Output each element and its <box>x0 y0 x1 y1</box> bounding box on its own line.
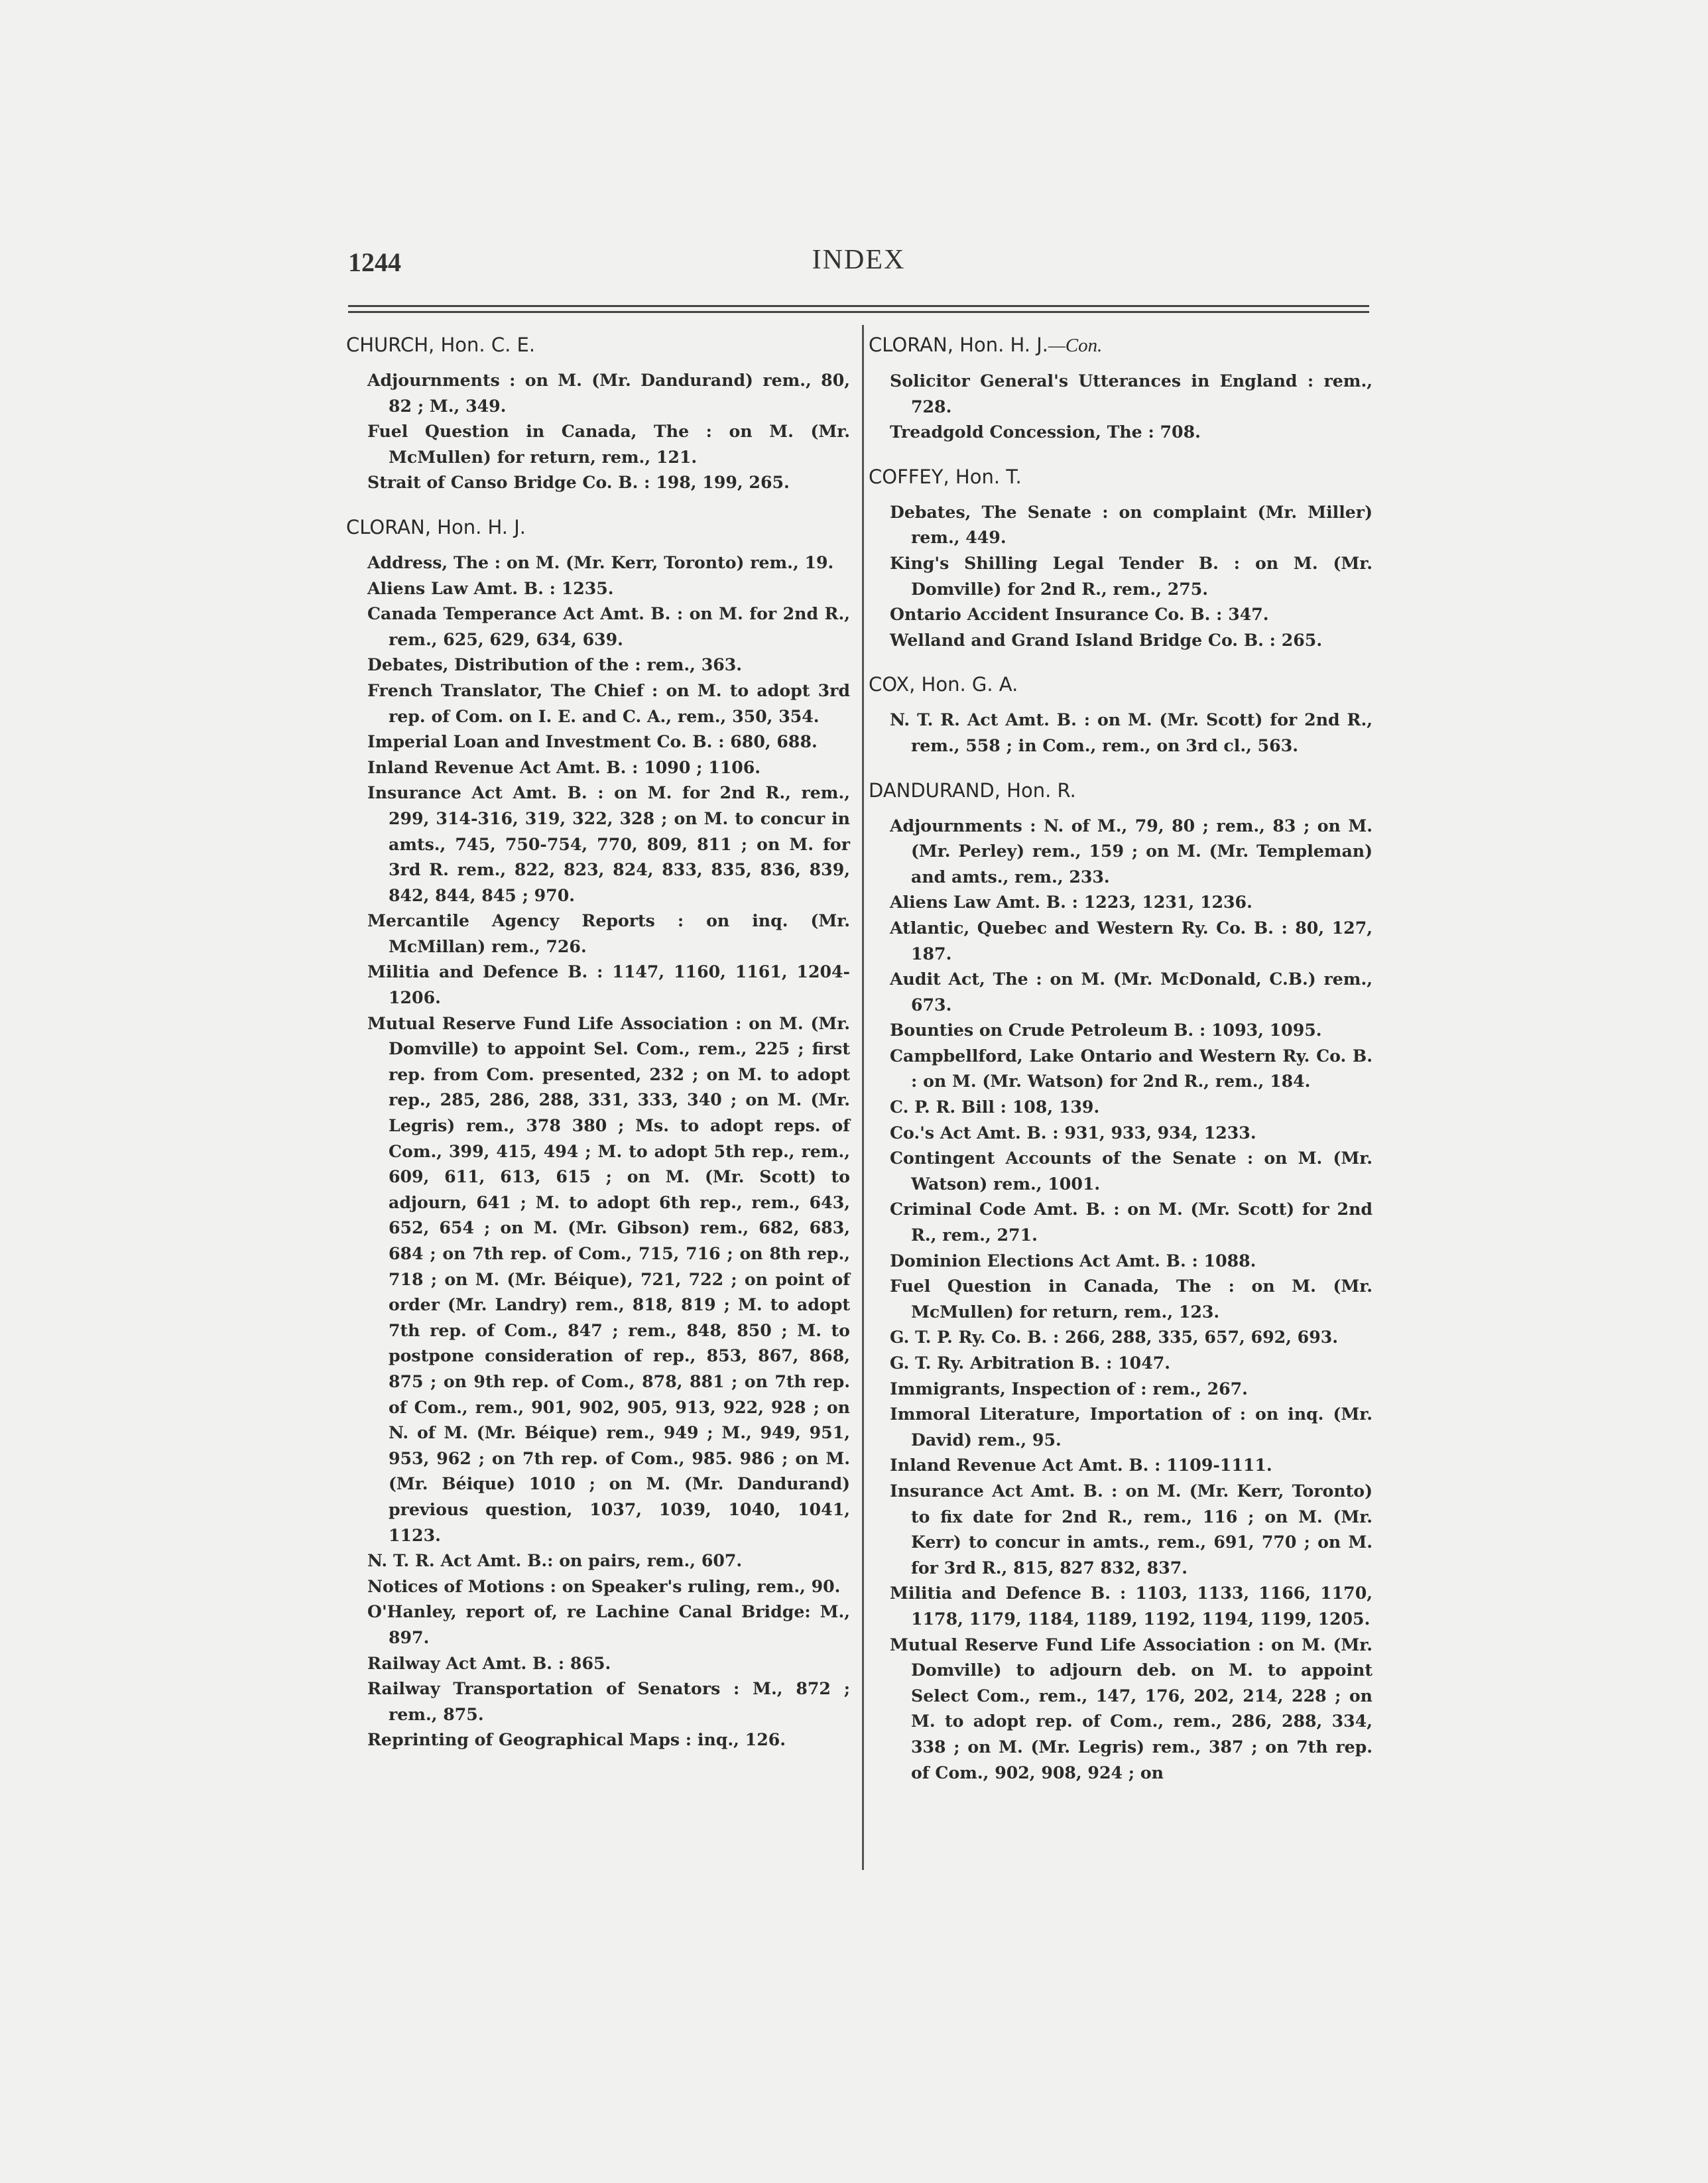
index-entry: Insurance Act Amt. B. : on M. (Mr. Kerr, Toronto) to fix date for 2nd R., rem., 116 ; on M. (Mr. Kerr) to concur in amts., rem., 691, 770 ; on M. for 3rd R., 815, 827 832, 837. <box>890 1480 1372 1578</box>
index-heading <box>869 671 1372 698</box>
left-column <box>346 332 850 1753</box>
index-entry: Co.'s Act Amt. B. : 931, 933, 934, 1233. <box>890 1122 1256 1143</box>
index-entry: Campbellford, Lake Ontario and Western Ry. Co. B. : on M. (Mr. Watson) for 2nd R., rem., 184. <box>890 1045 1372 1092</box>
index-entry: Immoral Literature, Importation of : on inq. (Mr. David) rem., 95. <box>890 1404 1372 1450</box>
index-entry: Insurance Act Amt. B. : on M. for 2nd R., rem., 299, 314-316, 319, 322, 328 ; on M. to concur in amts., 745, 750-754, 770, 809, 811 ; on M. for 3rd R. rem., 822, 823, 824, 833, 835, 836, 839, 842, 844, 845 ; 970. <box>367 782 850 905</box>
index-entry: G. T. P. Ry. Co. B. : 266, 288, 335, 657, 692, 693. <box>890 1327 1339 1347</box>
index-entry: Inland Revenue Act Amt. B. : 1090 ; 1106. <box>367 757 761 777</box>
index-entry: Audit Act, The : on M. (Mr. McDonald, C.B.) rem., 673. <box>890 969 1372 1015</box>
index-heading-name: CLORAN, Hon. H. J. <box>869 334 1049 356</box>
index-entry: Atlantic, Quebec and Western Ry. Co. B. : 80, 127, 187. <box>890 917 1372 964</box>
index-heading <box>869 464 1372 490</box>
index-entry: Aliens Law Amt. B. : 1223, 1231, 1236. <box>890 892 1252 912</box>
index-entry: Militia and Defence B. : 1147, 1160, 1161, 1204-1206. <box>367 962 850 1008</box>
index-heading-continued: —Con. <box>1048 335 1103 356</box>
index-entry: Welland and Grand Island Bridge Co. B. : 265. <box>890 629 1323 650</box>
index-entry: Mutual Reserve Fund Life Association : on M. (Mr. Domville) to adjourn deb. on M. to appoint Select Com., rem., 147, 176, 202, 214, 228 ; on M. to adopt rep. of Com., rem., 286, 288, 334, 338 ; on M. (Mr. Legris) rem., 387 ; on 7th rep. of Com., 902, 908, 924 ; on <box>890 1634 1372 1782</box>
index-heading-name: COFFEY, Hon. T. <box>869 465 1022 488</box>
index-entry: Address, The : on M. (Mr. Kerr, Toronto) rem., 19. <box>367 552 834 572</box>
index-heading <box>869 777 1372 804</box>
index-entry: Railway Act Amt. B. : 865. <box>367 1653 611 1673</box>
index-entry: Mutual Reserve Fund Life Association : on M. (Mr. Domville) to appoint Sel. Com., rem., 225 ; first rep. from Com. presented, 232 ; on M. to adopt rep., 285, 286, 288, 331, 333, 340 ; on M. (Mr. Legris) rem., 378 380 ; Ms. to adopt reps. of Com., 399, 415, 494 ; M. to adopt 5th rep., rem., 609, 611, 613, 615 ; on M. (Mr. Scott) to adjourn, 641 ; M. to adopt 6th rep., rem., 643, 652, 654 ; on M. (Mr. Gibson) rem., 682, 683, 684 ; on 7th rep. of Com., 715, 716 ; on 8th rep., 718 ; on M. (Mr. Béique), 721, 722 ; on point of order (Mr. Landry) rem., 818, 819 ; M. to adopt 7th rep. of Com., 847 ; rem., 848, 850 ; M. to postpone consideration of rep., 853, 867, 868, 875 ; on 9th rep. of Com., 878, 881 ; on 7th rep. of Com., rem., 901, 902, 905, 913, 922, 928 ; on N. of M. (Mr. Béique) rem., 949 ; M., 949, 951, 953, 962 ; on 7th rep. of Com., 985. 986 ; on M. (Mr. Béique) 1010 ; on M. (Mr. Dandurand) previous question, 1037, 1039, 1040, 1041, 1123. <box>367 1013 850 1545</box>
index-entry: Mercantile Agency Reports : on inq. (Mr. McMillan) rem., 726. <box>367 910 850 956</box>
index-heading <box>346 514 850 540</box>
index-entry: Fuel Question in Canada, The : on M. (Mr. McMullen) for return, rem., 123. <box>890 1276 1372 1322</box>
index-heading-name: DANDURAND, Hon. R. <box>869 779 1076 802</box>
page-number: 1244 <box>348 247 401 277</box>
index-entry: Debates, The Senate : on complaint (Mr. Miller) rem., 449. <box>890 501 1372 548</box>
index-heading-name: CHURCH, Hon. C. E. <box>346 334 536 356</box>
header-rule-top <box>348 305 1369 307</box>
index-entry: Inland Revenue Act Amt. B. : 1109-1111. <box>890 1455 1272 1475</box>
index-entry: N. T. R. Act Amt. B. : on M. (Mr. Scott) for 2nd R., rem., 558 ; in Com., rem., on 3rd cl., 563. <box>890 710 1372 755</box>
index-entry: Notices of Motions : on Speaker's ruling, rem., 90. <box>367 1576 841 1596</box>
column-divider <box>862 325 864 1870</box>
index-heading <box>346 332 850 358</box>
header-rule-bottom <box>348 311 1369 313</box>
index-entry: Imperial Loan and Investment Co. B. : 680, 688. <box>367 731 818 752</box>
index-entry: Dominion Elections Act Amt. B. : 1088. <box>890 1250 1256 1271</box>
index-entry: Railway Transportation of Senators : M., 872 ; rem., 875. <box>367 1678 850 1724</box>
index-heading <box>869 332 1372 359</box>
index-heading-name: CLORAN, Hon. H. J. <box>346 515 526 538</box>
index-entry: N. T. R. Act Amt. B.: on pairs, rem., 607. <box>367 1550 743 1571</box>
index-entry: Solicitor General's Utterances in England : rem., 728. <box>890 371 1372 416</box>
index-entry: King's Shilling Legal Tender B. : on M. (Mr. Domville) for 2nd R., rem., 275. <box>890 552 1372 599</box>
index-entry: Immigrants, Inspection of : rem., 267. <box>890 1378 1248 1399</box>
running-title: INDEX <box>812 245 906 275</box>
index-entry: Militia and Defence B. : 1103, 1133, 1166, 1170, 1178, 1179, 1184, 1189, 1192, 1194, 1199, 1205. <box>890 1583 1372 1629</box>
index-entry: O'Hanley, report of, re Lachine Canal Bridge: M., 897. <box>367 1601 850 1647</box>
index-entry: Strait of Canso Bridge Co. B. : 198, 199, 265. <box>367 472 790 493</box>
index-entry: Reprinting of Geographical Maps : inq., 126. <box>367 1729 786 1750</box>
index-entry: Treadgold Concession, The : 708. <box>890 422 1201 442</box>
index-entry: French Translator, The Chief : on M. to adopt 3rd rep. of Com. on I. E. and C. A., rem., 350, 354. <box>367 680 850 726</box>
index-entry: Fuel Question in Canada, The : on M. (Mr. McMullen) for return, rem., 121. <box>367 421 850 467</box>
right-column <box>869 332 1372 1785</box>
index-entry: C. P. R. Bill : 108, 139. <box>890 1097 1100 1117</box>
index-entry: G. T. Ry. Arbitration B. : 1047. <box>890 1353 1171 1373</box>
index-entry: Bounties on Crude Petroleum B. : 1093, 1095. <box>890 1020 1322 1040</box>
index-entry: Adjournments : on M. (Mr. Dandurand) rem., 80, 82 ; M., 349. <box>367 370 850 416</box>
index-entry: Debates, Distribution of the : rem., 363. <box>367 655 743 675</box>
index-entry: Criminal Code Amt. B. : on M. (Mr. Scott) for 2nd R., rem., 271. <box>890 1199 1372 1245</box>
index-entry: Aliens Law Amt. B. : 1235. <box>367 578 614 598</box>
index-entry: Contingent Accounts of the Senate : on M. (Mr. Watson) rem., 1001. <box>890 1148 1372 1194</box>
index-entry: Adjournments : N. of M., 79, 80 ; rem., 83 ; on M. (Mr. Perley) rem., 159 ; on M. (Mr. Templeman) and amts., rem., 233. <box>890 815 1372 887</box>
index-entry: Ontario Accident Insurance Co. B. : 347. <box>890 604 1269 625</box>
page-header <box>348 244 1369 290</box>
index-heading-name: COX, Hon. G. A. <box>869 673 1018 696</box>
index-entry: Canada Temperance Act Amt. B. : on M. for 2nd R., rem., 625, 629, 634, 639. <box>367 603 850 649</box>
